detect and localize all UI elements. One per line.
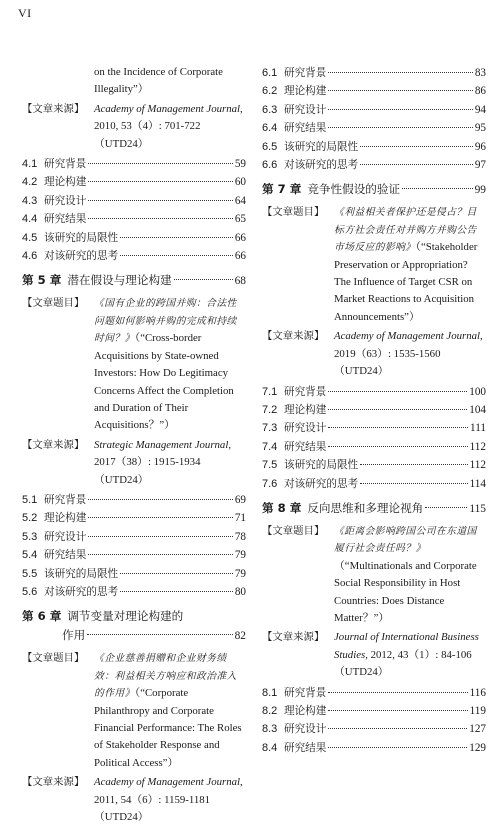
leader-dots	[328, 427, 468, 428]
leader-dots	[328, 710, 467, 711]
section-number: 7.4	[262, 440, 278, 453]
section-title: 研究设计	[284, 723, 327, 736]
page-ref: 83	[474, 67, 486, 79]
chapter-title: 潜在假设与理论构建	[67, 273, 172, 288]
page-ref: 119	[469, 705, 486, 717]
leader-dots	[88, 200, 232, 201]
leader-dots	[328, 72, 472, 73]
section-title: 研究设计	[44, 530, 87, 543]
section-number: 6.3	[262, 103, 278, 116]
section-title: 研究背景	[284, 67, 327, 79]
section-number: 5.2	[22, 512, 38, 525]
section-number: 7.2	[262, 403, 278, 416]
toc-entry[interactable]	[262, 739, 486, 757]
section-title: 研究结果	[44, 213, 87, 226]
toc-entry[interactable]	[262, 401, 486, 419]
page-ref: 66	[234, 231, 246, 244]
ch8-section-list	[262, 684, 486, 758]
section-number: 5.6	[22, 585, 38, 598]
journal-name: Journal of International Business Studies	[334, 631, 479, 661]
page-ref: 96	[474, 140, 486, 153]
article-title-en: （“Cross-border Acquisitions by State-owned Investors: How Do Legitimacy Concerns Affect the Completion and Duration of Their Acquisitions？”）	[94, 332, 234, 432]
section-title: 研究结果	[284, 741, 327, 754]
chapter-title-cont: 作用	[62, 628, 86, 643]
page-ref: 111	[470, 422, 486, 435]
section-title: 研究背景	[44, 493, 87, 506]
source-tag: 【文章来源】	[262, 631, 325, 644]
citation: , 2012, 43（1）: 84-106（UTD24）	[334, 648, 472, 679]
continued-title: on the Incidence of Corporate Illegality”）	[94, 66, 223, 96]
leader-dots	[87, 634, 232, 635]
section-number: 4.2	[22, 176, 38, 189]
leader-dots	[88, 499, 232, 500]
page-ref: 114	[469, 477, 486, 490]
leader-dots	[174, 279, 233, 280]
section-number: 8.1	[262, 686, 278, 699]
leader-dots	[120, 573, 233, 574]
section-title: 该研究的局限性	[44, 567, 119, 580]
page-ref: 112	[469, 440, 486, 453]
section-number: 5.3	[22, 530, 38, 543]
section-title: 该研究的局限性	[284, 140, 359, 153]
toc-entry[interactable]	[22, 565, 246, 583]
source-tag: 【文章来源】	[22, 438, 85, 451]
journal-name: Strategic Management Journal	[94, 438, 229, 451]
toc-entry[interactable]	[262, 82, 486, 100]
page-ref: 94	[474, 103, 486, 116]
leader-dots	[328, 391, 467, 392]
section-title: 研究结果	[284, 122, 327, 135]
page-ref: 127	[469, 723, 486, 736]
article-title-zh: 《企业慈善捐赠和企业财务绩效：利益相关方响应和政治准入的作用》	[94, 653, 237, 700]
ch7-section-list	[262, 383, 486, 493]
leader-dots	[328, 127, 472, 128]
section-title: 对该研究的思考	[284, 159, 359, 172]
leader-dots	[88, 536, 232, 537]
section-title: 研究背景	[284, 385, 327, 398]
toc-entry[interactable]	[262, 156, 486, 174]
page-ref: 115	[469, 502, 486, 515]
citation: , 2019（63）: 1535-1560（UTD24）	[334, 330, 483, 378]
section-number: 8.3	[262, 723, 278, 736]
ch8-title-meta	[262, 523, 486, 627]
article-title-zh: 《利益相关者保护还是侵占？目标方社会责任对并购方并购公告市场反应的影响》	[334, 207, 477, 254]
leader-dots	[120, 591, 233, 592]
chapter-number: 第 5 章	[22, 273, 62, 288]
page-ref: 104	[469, 403, 486, 416]
ch6-title-meta	[22, 650, 246, 772]
page-ref: 100	[469, 385, 486, 398]
section-number: 4.5	[22, 231, 38, 244]
ch4-source	[22, 101, 246, 153]
title-tag: 【文章题目】	[22, 297, 85, 310]
page-ref: 78	[234, 530, 246, 543]
toc-right-column	[262, 64, 486, 757]
page-ref: 69	[234, 493, 246, 506]
toc-entry[interactable]	[262, 419, 486, 437]
article-title-zh: 《距离会影响跨国公司在东道国履行社会责任吗？》	[334, 525, 477, 555]
toc-entry[interactable]	[22, 509, 246, 527]
section-number: 7.1	[262, 385, 278, 398]
page-ref: 116	[469, 686, 486, 699]
leader-dots	[328, 109, 472, 110]
page-ref: 86	[474, 85, 486, 98]
leader-dots	[120, 255, 233, 256]
ch5-source	[22, 437, 246, 489]
section-title: 该研究的局限性	[284, 459, 359, 472]
toc-entry[interactable]	[262, 456, 486, 474]
toc-entry[interactable]	[22, 210, 246, 228]
leader-dots	[120, 237, 233, 238]
section-title: 该研究的局限性	[44, 231, 119, 244]
section-title: 研究背景	[284, 686, 327, 699]
source-tag: 【文章来源】	[262, 330, 325, 343]
chapter-title: 反向思维和多理论视角	[307, 500, 424, 515]
section-number: 6.6	[262, 159, 278, 172]
section-number: 7.5	[262, 459, 278, 472]
section-title: 理论构建	[284, 705, 327, 717]
page-ref: 66	[234, 250, 246, 263]
ch7-source	[262, 328, 486, 380]
section-number: 7.3	[262, 422, 278, 435]
journal-name: Academy of Management Journal	[94, 776, 241, 789]
leader-dots	[328, 692, 467, 693]
leader-dots	[425, 507, 467, 508]
toc-entry[interactable]	[262, 64, 486, 82]
page-ref: 95	[474, 122, 486, 135]
journal-name: Academy of Management Journal	[334, 330, 481, 343]
ch7-title-meta	[262, 204, 486, 326]
section-title: 研究背景	[44, 158, 87, 171]
toc-entry[interactable]	[262, 383, 486, 401]
toc-entry[interactable]	[262, 138, 486, 156]
page-ref: 99	[474, 184, 486, 197]
citation: , 2017（38）: 1915-1934（UTD24）	[94, 438, 232, 486]
leader-dots	[88, 181, 232, 182]
chapter-title: 调节变量对理论构建的	[67, 609, 184, 624]
section-number: 4.6	[22, 250, 38, 263]
section-number: 8.2	[262, 705, 278, 717]
toc-entry[interactable]	[22, 192, 246, 210]
toc-entry[interactable]	[22, 491, 246, 509]
chapter-number: 第 8 章	[262, 500, 302, 515]
leader-dots	[402, 188, 473, 189]
section-number: 8.4	[262, 741, 278, 754]
chapter-title: 竞争性假设的验证	[307, 182, 401, 197]
toc-left-column	[22, 64, 246, 828]
toc-entry[interactable]	[262, 720, 486, 738]
page-ref: 79	[234, 549, 246, 562]
chapter-8-heading[interactable]	[262, 499, 486, 519]
section-title: 研究设计	[44, 194, 87, 207]
toc-entry[interactable]	[262, 475, 486, 493]
leader-dots	[328, 90, 472, 91]
section-title: 理论构建	[44, 176, 87, 189]
chapter-5-heading[interactable]	[22, 271, 246, 291]
toc-entry[interactable]	[22, 583, 246, 601]
leader-dots	[88, 517, 232, 518]
toc-entry[interactable]	[22, 173, 246, 191]
journal-name: Academy of Management Journal	[94, 102, 241, 115]
leader-dots	[328, 728, 467, 729]
section-title: 理论构建	[44, 512, 87, 525]
citation: , 2010, 53（4）: 701-722（UTD24）	[94, 102, 243, 150]
section-number: 5.5	[22, 567, 38, 580]
section-title: 理论构建	[284, 85, 327, 98]
leader-dots	[88, 218, 232, 219]
section-title: 对该研究的思考	[44, 585, 119, 598]
page-ref: 97	[474, 159, 486, 172]
title-tag: 【文章题目】	[262, 206, 325, 219]
page-ref: 68	[234, 275, 246, 288]
page-ref: 60	[234, 176, 246, 189]
section-title: 研究设计	[284, 103, 327, 116]
toc-entry[interactable]	[262, 119, 486, 137]
toc-entry[interactable]	[262, 702, 486, 720]
page-ref: 129	[469, 741, 486, 754]
ch8-source	[262, 629, 486, 681]
article-title-zh: 《国有企业的跨国并购：合法性问题如何影响并购的完成和持续时间？》	[94, 298, 237, 345]
leader-dots	[88, 163, 232, 164]
section-number: 6.2	[262, 85, 278, 98]
section-number: 5.4	[22, 549, 38, 562]
article-title-en: （“Multinationals and Corporate Social Responsibility in Host Countries: Does Distance Matter？”）	[334, 559, 477, 624]
leader-dots	[328, 409, 467, 410]
section-number: 5.1	[22, 493, 38, 506]
page-ref: 59	[234, 158, 246, 171]
leader-dots	[88, 554, 232, 555]
page-ref: 79	[234, 567, 246, 580]
leader-dots	[360, 146, 473, 147]
section-number: 7.6	[262, 477, 278, 490]
page-ref: 64	[234, 194, 246, 207]
source-tag: 【文章来源】	[22, 776, 85, 789]
leader-dots	[328, 446, 467, 447]
source-tag: 【文章来源】	[22, 102, 85, 115]
ch6-source	[22, 774, 246, 826]
leader-dots	[360, 483, 467, 484]
page-ref: 71	[234, 512, 246, 525]
page-ref: 82	[234, 630, 246, 643]
leader-dots	[360, 164, 473, 165]
section-title: 研究结果	[44, 549, 87, 562]
title-tag: 【文章题目】	[262, 524, 325, 537]
chapter-number: 第 6 章	[22, 609, 62, 624]
toc-entry[interactable]	[22, 229, 246, 247]
section-number: 6.1	[262, 67, 278, 79]
toc-entry[interactable]	[22, 247, 246, 265]
title-tag: 【文章题目】	[22, 652, 85, 665]
toc-entry[interactable]	[262, 101, 486, 119]
leader-dots	[328, 747, 467, 748]
article-title-en: （“Corporate Philanthropy and Corporate Financial Performance: The Roles of Stakeholder Response and Political Access”）	[94, 687, 242, 769]
ch5-title-meta	[22, 295, 246, 434]
chapter-number: 第 7 章	[262, 182, 302, 197]
section-number: 4.1	[22, 158, 38, 171]
page-number: VI	[18, 6, 32, 20]
toc-entry[interactable]	[22, 546, 246, 564]
page-ref: 65	[234, 213, 246, 226]
ch5-section-list	[22, 491, 246, 601]
section-number: 6.4	[262, 122, 278, 135]
ch4-section-list	[22, 155, 246, 265]
section-title: 对该研究的思考	[44, 250, 119, 263]
section-title: 理论构建	[284, 403, 327, 416]
toc-entry[interactable]	[262, 684, 486, 702]
chapter-6-heading[interactable]	[22, 607, 246, 646]
ch6-section-list	[262, 64, 486, 174]
chapter-7-heading[interactable]	[262, 180, 486, 200]
page-ref: 112	[469, 459, 486, 472]
section-title: 研究结果	[284, 440, 327, 453]
section-number: 4.3	[22, 194, 38, 207]
section-number: 6.5	[262, 140, 278, 153]
article-title-en: （“Stakeholder Preservation or Appropriation? The Influence of Target CSR on Market Reactions to Acquisition Announcements”）	[334, 241, 478, 323]
section-number: 4.4	[22, 213, 38, 226]
toc-entry[interactable]	[22, 528, 246, 546]
section-title: 研究设计	[284, 422, 327, 435]
leader-dots	[360, 464, 467, 465]
section-title: 对该研究的思考	[284, 477, 359, 490]
citation: , 2011, 54（6）: 1159-1181（UTD24）	[94, 776, 243, 824]
toc-entry[interactable]	[22, 155, 246, 173]
toc-entry[interactable]	[262, 438, 486, 456]
page-ref: 80	[234, 585, 246, 598]
